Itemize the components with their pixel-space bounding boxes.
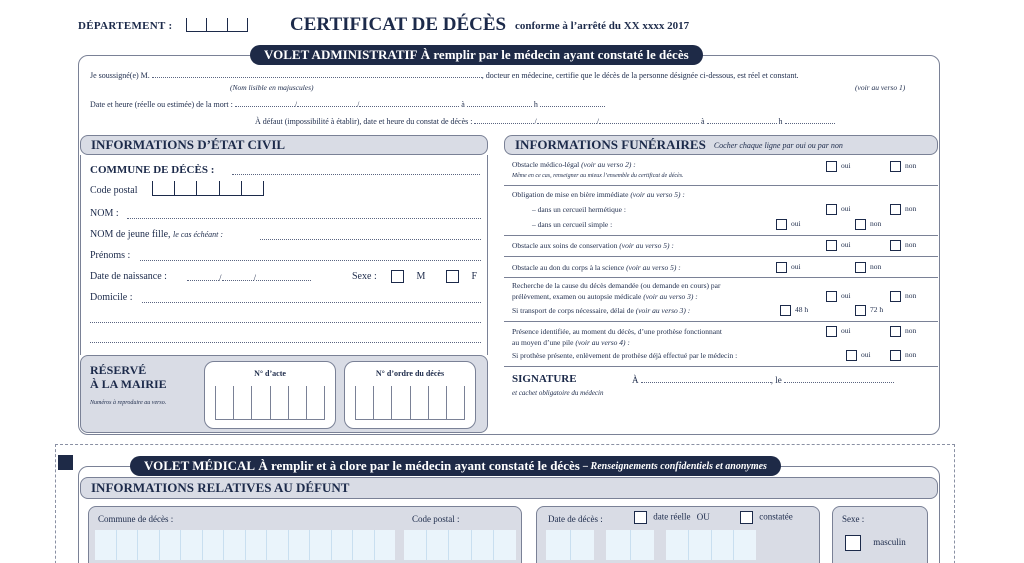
medical-banner-rest: À remplir et à clore par le médecin ayant constaté le décès	[258, 458, 580, 473]
commune-label: COMMUNE DE DÉCÈS :	[90, 164, 215, 176]
r6b-text: au moyen d’une pile	[512, 338, 574, 347]
constat-year-input[interactable]	[599, 116, 699, 124]
row-separator	[504, 277, 938, 278]
cercueil-simple-label: – dans un cercueil simple :	[532, 220, 613, 229]
domicile-input-1[interactable]	[142, 292, 481, 303]
r6c-oui-checkbox[interactable]	[846, 350, 857, 361]
domicile-label: Domicile :	[90, 292, 133, 303]
autopsie-label	[512, 292, 698, 301]
banner-bold: VOLET ADMINISTRATIF	[264, 47, 418, 62]
r6c-non-option[interactable]	[890, 350, 916, 361]
r4-text: Obstacle au don du corps à la science	[512, 263, 625, 272]
r2-text: Obligation de mise en bière immédiate	[512, 190, 629, 199]
date-naissance-input[interactable]: / /	[187, 273, 311, 283]
numero-ordre-box	[344, 361, 476, 429]
document-title: CERTIFICAT DE DÉCÈS	[290, 14, 507, 35]
cercueil-hermetique-label: – dans un cercueil hermétique :	[532, 205, 626, 214]
numero-acte-box	[204, 361, 336, 429]
r1-note: Même en ce cas, renseigner au mieux l’ensemble du certificat de décès.	[512, 173, 684, 179]
non-text: non	[870, 262, 882, 272]
r1-oui-checkbox[interactable]	[826, 161, 837, 172]
delai-72h-option[interactable]	[855, 305, 883, 316]
prenoms-label: Prénoms :	[90, 250, 131, 261]
r2b-oui-checkbox[interactable]	[776, 219, 787, 230]
signature-note: et cachet obligatoire du médecin	[512, 389, 604, 397]
doctor-name-input[interactable]	[152, 70, 482, 78]
med-commune-input[interactable]	[95, 530, 395, 560]
r5c-verso: (voir au verso 3) :	[635, 306, 691, 315]
signature-label: SIGNATURE	[512, 373, 577, 385]
domicile-input-3[interactable]	[90, 332, 481, 343]
non-text: non	[905, 204, 917, 214]
r2a-oui-option[interactable]	[826, 204, 851, 215]
constat-month-input[interactable]	[537, 116, 597, 124]
departement-input[interactable]	[186, 18, 248, 32]
sexe-m-text: M	[416, 270, 426, 282]
r6-non-option[interactable]	[890, 326, 916, 337]
r4-non-option[interactable]	[855, 262, 881, 273]
oui-text: oui	[841, 291, 851, 301]
funeral-info-heading	[504, 135, 938, 155]
date-reelle-checkbox[interactable]	[634, 511, 647, 524]
non-text: non	[870, 219, 882, 229]
oui-text: oui	[841, 204, 851, 214]
constat-datetime-line: À défaut (impossibilité à établir), date et heure du constat de décès : / / à h	[255, 116, 835, 126]
certify-text: , docteur en médecine, certifie que le décès de la personne désignée ci-dessous, est réel et constant.	[481, 71, 799, 80]
sexe-f-checkbox[interactable]	[446, 270, 459, 283]
nom-jeune-fille-text: NOM de jeune fille,	[90, 229, 171, 240]
oui-text: oui	[791, 262, 801, 272]
code-postal-label: Code postal	[90, 185, 138, 196]
r5c-text: Si transport de corps nécessaire, délai de	[512, 306, 634, 315]
r1-text: Obstacle médico-légal	[512, 160, 580, 169]
pile-label	[512, 338, 630, 347]
soussigne-label: Je soussigné(e) M.	[90, 71, 150, 80]
mise-en-biere-label	[512, 190, 685, 199]
don-corps-label	[512, 263, 681, 272]
banner-rest: À remplir par le médecin ayant constaté le décès	[420, 47, 689, 62]
sexe-f-text: F	[471, 270, 478, 282]
name-hint: (Nom lisible en majuscules)	[230, 83, 314, 92]
r2b-oui-option[interactable]	[776, 219, 801, 230]
mairie-note: Numéros à reproduire au verso.	[90, 400, 167, 406]
code-postal-input[interactable]	[152, 181, 264, 196]
constat-day-input[interactable]	[474, 116, 534, 124]
row-separator	[504, 185, 938, 186]
constat-hour-input[interactable]	[707, 116, 777, 124]
r2b-non-checkbox[interactable]	[855, 219, 866, 230]
domicile-input-2[interactable]	[90, 312, 481, 323]
r1-non-checkbox[interactable]	[890, 161, 901, 172]
reserve-mairie-title	[90, 363, 167, 391]
departement-label: DÉPARTEMENT :	[78, 20, 173, 32]
prothese-label: Présence identifiée, au moment du décès, d’une prothèse fonctionnant	[512, 327, 722, 336]
sexe-m-option[interactable]	[391, 270, 425, 283]
r1-verso: (voir au verso 2) :	[581, 160, 636, 169]
r5-non-option[interactable]	[890, 291, 916, 302]
transport-delai-label	[512, 306, 690, 315]
r2a-non-option[interactable]	[890, 204, 916, 215]
med-code-postal-input[interactable]	[404, 530, 516, 560]
r6c-oui-option[interactable]	[846, 350, 871, 361]
volet-medical-banner	[130, 456, 781, 476]
r6-oui-option[interactable]	[826, 326, 851, 337]
r2-verso: (voir au verso 5) :	[630, 190, 685, 199]
48h-text: 48 h	[795, 305, 809, 315]
corner-marker	[58, 455, 73, 470]
numero-acte-label: N° d’acte	[254, 369, 286, 378]
nom-label: NOM :	[90, 208, 119, 219]
r4-oui-checkbox[interactable]	[776, 262, 787, 273]
r3-text: Obstacle aux soins de conservation	[512, 241, 618, 250]
document-subtitle: conforme à l’arrêté du XX xxxx 2017	[515, 20, 690, 32]
delai-48h-option[interactable]	[780, 305, 808, 316]
numero-acte-input[interactable]	[215, 386, 325, 420]
funeral-heading-text: INFORMATIONS FUNÉRAIRES	[515, 137, 706, 152]
date-naissance-label: Date de naissance :	[90, 271, 167, 282]
r4-non-checkbox[interactable]	[855, 262, 866, 273]
med-commune-label: Commune de décès :	[98, 514, 174, 524]
nom-jeune-fille-input[interactable]	[260, 229, 481, 240]
date-reelle-option[interactable]	[634, 511, 710, 524]
sig-a-label: À	[632, 375, 639, 385]
row-separator	[504, 256, 938, 257]
non-text: non	[905, 326, 917, 336]
date-reelle-text: date réelle	[653, 511, 691, 522]
med-code-postal-label: Code postal :	[412, 514, 460, 524]
sexe-m-checkbox[interactable]	[391, 270, 404, 283]
medical-banner-bold: VOLET MÉDICAL	[144, 458, 256, 473]
enlevement-prothese-label: Si prothèse présente, enlèvement de prothèse déjà effectué par le médecin :	[512, 351, 738, 360]
masculin-text: masculin	[873, 537, 906, 548]
r6-non-checkbox[interactable]	[890, 326, 901, 337]
sexe-f-option[interactable]	[446, 270, 477, 283]
le-cas-text: le cas échéant :	[173, 230, 224, 239]
r2b-non-option[interactable]	[855, 219, 881, 230]
non-text: non	[905, 161, 917, 171]
at-label: à	[700, 117, 705, 126]
oui-text: oui	[841, 326, 851, 336]
signature-place-input[interactable]	[641, 375, 771, 383]
death-hour-input[interactable]	[467, 99, 532, 107]
medical-banner-italic: – Renseignements confidentiels et anonymes	[583, 460, 767, 472]
civil-status-heading: INFORMATIONS D’ÉTAT CIVIL	[80, 135, 488, 155]
r2a-non-checkbox[interactable]	[890, 204, 901, 215]
death-datetime-line: Date et heure (réelle ou estimée) de la mort : / / à h	[90, 99, 605, 109]
med-date-year-input[interactable]	[666, 530, 756, 560]
r6b-verso: (voir au verso 4) :	[575, 338, 630, 347]
med-date-day-input[interactable]	[546, 530, 594, 560]
r3-non-checkbox[interactable]	[890, 240, 901, 251]
at-label: à	[461, 100, 465, 109]
constatee-text: constatée	[759, 511, 793, 522]
funeral-heading-note: Cocher chaque ligne par oui ou par non	[713, 140, 843, 150]
r1-non-option[interactable]	[890, 161, 916, 172]
med-date-deces-label: Date de décès :	[548, 514, 603, 524]
r3-non-option[interactable]	[890, 240, 916, 251]
row-separator	[504, 321, 938, 322]
delai-72h-checkbox[interactable]	[855, 305, 866, 316]
signature-line	[632, 375, 894, 385]
death-year-input[interactable]	[359, 99, 459, 107]
oui-text: oui	[861, 350, 871, 360]
72h-text: 72 h	[870, 305, 884, 315]
non-text: non	[905, 240, 917, 250]
hour-label: h	[533, 100, 538, 109]
hour-label: h	[778, 117, 783, 126]
oui-text: oui	[841, 161, 851, 171]
constatee-checkbox[interactable]	[740, 511, 753, 524]
recherche-cause-label: Recherche de la cause du décès demandée (ou demande en cours) par	[512, 281, 721, 290]
med-date-month-input[interactable]	[606, 530, 654, 560]
sexe-label: Sexe :	[352, 271, 377, 282]
med-sexe-label: Sexe :	[842, 514, 865, 524]
soins-conservation-label	[512, 241, 674, 250]
r3-oui-checkbox[interactable]	[826, 240, 837, 251]
r3-verso: (voir au verso 5) :	[619, 241, 674, 250]
masculin-checkbox[interactable]	[845, 535, 861, 551]
sig-le-label: , le	[770, 375, 782, 385]
r6-oui-checkbox[interactable]	[826, 326, 837, 337]
row-separator	[504, 366, 938, 367]
death-month-input[interactable]	[297, 99, 357, 107]
nom-jeune-fille-label	[90, 229, 223, 240]
r5-oui-checkbox[interactable]	[826, 291, 837, 302]
death-minute-input[interactable]	[540, 99, 605, 107]
oui-text: oui	[841, 240, 851, 250]
constat-minute-input[interactable]	[785, 116, 835, 124]
ou-text: OU	[696, 511, 710, 522]
r5-verso: (voir au verso 3) :	[643, 292, 698, 301]
commune-input[interactable]	[232, 164, 480, 175]
masculin-option[interactable]	[845, 535, 906, 551]
r1-oui-option[interactable]	[826, 161, 851, 172]
reserve-line2: À LA MAIRIE	[90, 377, 167, 391]
r4-verso: (voir au verso 5) :	[626, 263, 681, 272]
signature-date-input[interactable]	[784, 375, 894, 383]
obstacle-medico-legal-label	[512, 160, 636, 169]
verso1-note: (voir au verso 1)	[855, 83, 906, 92]
death-datetime-label: Date et heure (réelle ou estimée) de la mort :	[90, 100, 233, 109]
row-separator	[504, 235, 938, 236]
r2a-oui-checkbox[interactable]	[826, 204, 837, 215]
delai-48h-checkbox[interactable]	[780, 305, 791, 316]
constatee-option[interactable]	[740, 511, 793, 524]
r6c-non-checkbox[interactable]	[890, 350, 901, 361]
certify-line	[90, 70, 799, 80]
numero-ordre-input[interactable]	[355, 386, 465, 420]
constat-datetime-label: À défaut (impossibilité à établir), date et heure du constat de décès :	[255, 117, 473, 126]
numero-ordre-label: N° d’ordre du décès	[375, 369, 445, 378]
r5b-text: prélèvement, examen ou autopsie médicale	[512, 292, 642, 301]
death-day-input[interactable]	[235, 99, 295, 107]
non-text: non	[905, 350, 917, 360]
r3-oui-option[interactable]	[826, 240, 851, 251]
prenoms-input[interactable]	[140, 250, 481, 261]
r5-oui-option[interactable]	[826, 291, 851, 302]
defunt-info-heading: INFORMATIONS RELATIVES AU DÉFUNT	[80, 477, 938, 499]
nom-input[interactable]	[127, 208, 481, 219]
oui-text: oui	[791, 219, 801, 229]
volet-administratif-banner	[250, 45, 703, 65]
reserve-line1: RÉSERVÉ	[90, 363, 147, 377]
r4-oui-option[interactable]	[776, 262, 801, 273]
non-text: non	[905, 291, 917, 301]
r5-non-checkbox[interactable]	[890, 291, 901, 302]
